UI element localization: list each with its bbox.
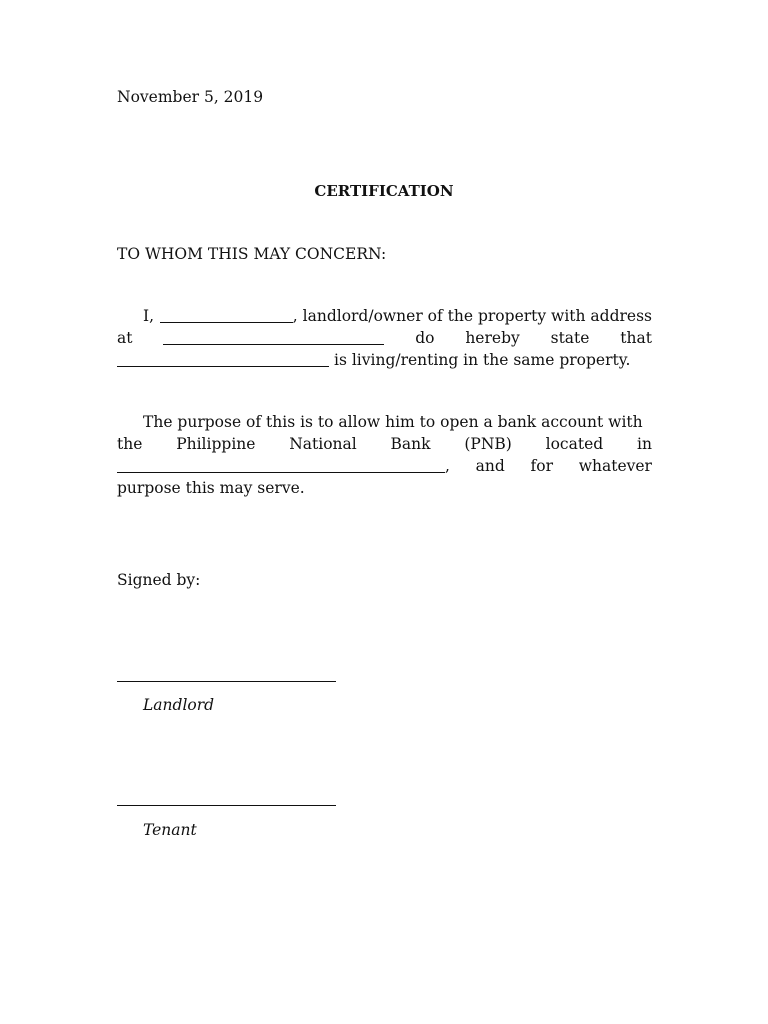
word: Bank <box>390 435 431 453</box>
paragraph-landlord-statement <box>117 305 652 371</box>
landlord-label: Landlord <box>143 696 215 714</box>
text-segment: purpose this may serve. <box>117 479 305 497</box>
tenant-label: Tenant <box>143 821 197 839</box>
word: Philippine <box>176 435 256 453</box>
tenant-name-blank[interactable] <box>117 351 329 367</box>
document-date: November 5, 2019 <box>117 88 264 106</box>
word: do <box>415 329 435 347</box>
paragraph-line <box>117 411 652 433</box>
word: , <box>445 457 450 475</box>
word: (PNB) <box>464 435 512 453</box>
property-address-blank[interactable] <box>163 329 384 345</box>
paragraph-line <box>117 477 652 499</box>
text-segment: , landlord/owner of the property with address <box>292 307 652 325</box>
tenant-signature-line[interactable] <box>117 805 336 806</box>
paragraph-line <box>117 433 652 455</box>
paragraph-line <box>117 305 652 327</box>
salutation: TO WHOM THIS MAY CONCERN: <box>117 245 387 263</box>
word: that <box>620 329 652 347</box>
signed-by-label: Signed by: <box>117 571 201 589</box>
word: National <box>289 435 357 453</box>
text-segment: I, <box>143 307 155 325</box>
landlord-signature-line[interactable] <box>117 681 336 682</box>
text-segment: The purpose of this is to allow him to open a bank account with <box>143 413 643 431</box>
word: located <box>545 435 604 453</box>
text-segment: is living/renting in the same property. <box>334 351 631 369</box>
word: at <box>117 329 133 347</box>
paragraph-line <box>117 455 652 477</box>
word: in <box>636 435 652 453</box>
word: state <box>550 329 590 347</box>
bank-location-blank[interactable] <box>117 457 445 473</box>
document-title: CERTIFICATION <box>314 182 454 200</box>
paragraph-line <box>117 327 652 349</box>
word: hereby <box>465 329 520 347</box>
landlord-name-blank[interactable] <box>160 307 293 323</box>
word: for <box>530 457 554 475</box>
word: whatever <box>578 457 652 475</box>
paragraph-line <box>117 349 652 371</box>
word: and <box>475 457 505 475</box>
word: the <box>117 435 143 453</box>
paragraph-purpose <box>117 411 652 499</box>
